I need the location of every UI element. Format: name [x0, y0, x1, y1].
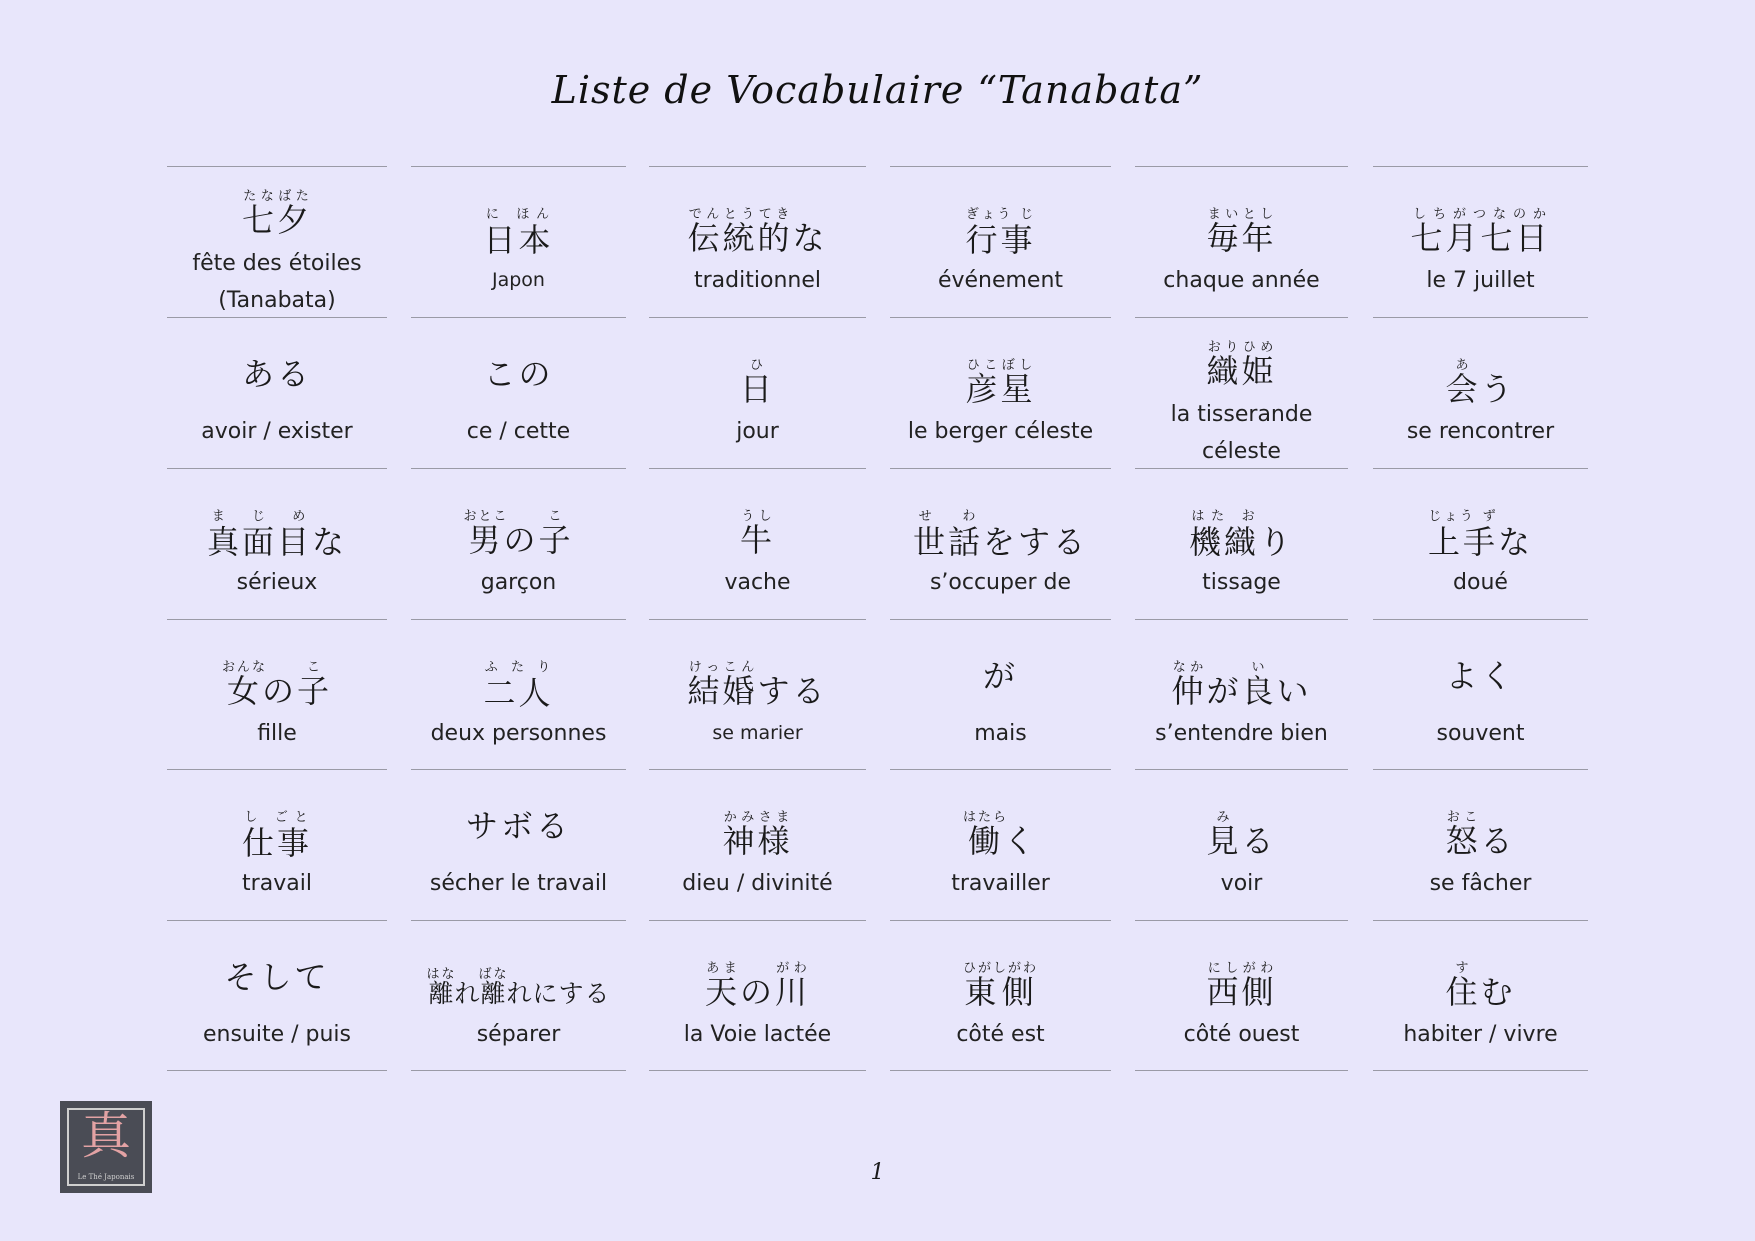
kanji-text: 行事 [965, 221, 1036, 259]
japanese-word [411, 509, 626, 559]
kanji-text: 真面目 [206, 523, 312, 561]
french-translation: la Voie lactée [683, 1022, 832, 1047]
kanji-text: 天 [704, 973, 740, 1011]
furigana-group [1241, 660, 1277, 710]
french-translation: traditionnel [694, 268, 821, 293]
french-translation: garçon [480, 570, 557, 595]
kana-text: が [982, 657, 1018, 695]
furigana-group [687, 660, 758, 710]
vocab-card [167, 619, 387, 770]
vocab-card [649, 468, 866, 619]
vocab-card [890, 619, 1111, 770]
furigana-group [1410, 207, 1551, 257]
kanji-text: 川 [775, 973, 811, 1011]
japanese-word [411, 967, 626, 1006]
furigana-group [965, 207, 1036, 259]
japanese-word [649, 509, 866, 559]
kanji-text: 働 [962, 822, 1008, 860]
furigana-reading: おりひめ [1206, 340, 1277, 355]
french-translation: ensuite / puis [202, 1022, 352, 1047]
furigana-group [1445, 358, 1481, 408]
vocab-card [1135, 769, 1348, 920]
french-translation: fête des étoiles [192, 251, 362, 276]
japanese-word [1373, 657, 1588, 695]
french-translation: côté ouest [1183, 1022, 1300, 1047]
kanji-text: 世話 [912, 523, 983, 561]
kana-text: この [483, 355, 554, 393]
furigana-reading: じょう ず [1427, 509, 1498, 524]
kana-text: な [1498, 523, 1534, 561]
japanese-word [1373, 207, 1588, 257]
french-translation: habiter / vivre [1403, 1022, 1558, 1047]
logo-signature: Le Thé Japonais [77, 1173, 135, 1181]
french-translation: dieu / divinité [682, 871, 833, 896]
vocab-card [1373, 317, 1588, 468]
furigana-reading: み [1206, 810, 1242, 825]
vocab-card [1135, 920, 1348, 1071]
french-translation: séparer [476, 1022, 561, 1047]
furigana-reading: せ わ [912, 509, 983, 524]
vocab-card [411, 468, 626, 619]
kana-text: る [1480, 822, 1516, 860]
japanese-word [890, 509, 1111, 561]
french-translation: tissage [1202, 570, 1281, 595]
furigana-reading: ひがしがわ [962, 961, 1038, 976]
furigana-group [463, 509, 509, 559]
japanese-word [1135, 340, 1348, 390]
french-translation: se marier [712, 722, 803, 744]
furigana-group [739, 509, 775, 559]
japanese-word [1135, 961, 1348, 1011]
kana-text: そして [224, 958, 330, 996]
french-translation: céleste [1202, 439, 1281, 464]
kanji-text: 結婚 [687, 672, 758, 710]
japanese-word [411, 660, 626, 712]
furigana-group [478, 967, 509, 1008]
japanese-word [167, 189, 387, 239]
furigana-group [965, 358, 1036, 408]
furigana-group [1206, 207, 1277, 257]
furigana-reading: かみさま [722, 810, 793, 825]
furigana-reading: にしがわ [1206, 961, 1277, 976]
japanese-word [1135, 810, 1348, 860]
kanji-text: 会 [1445, 370, 1481, 408]
french-translation: se rencontrer [1406, 419, 1555, 444]
french-translation: souvent [1436, 721, 1525, 746]
furigana-group [704, 961, 740, 1011]
page-title: Liste de Vocabulaire “Tanabata” [551, 68, 1204, 112]
french-translation: voir [1220, 871, 1263, 896]
japanese-word [167, 810, 387, 862]
furigana-reading: に ほん [483, 207, 554, 222]
french-translation: (Tanabata) [218, 288, 336, 313]
kana-text: な [312, 523, 348, 561]
furigana-reading: こ [538, 509, 574, 524]
vocab-card [649, 317, 866, 468]
vocab-card [411, 920, 626, 1071]
japanese-word [890, 810, 1111, 860]
furigana-group [962, 961, 1038, 1011]
japanese-word [649, 660, 866, 710]
furigana-reading: はた お [1188, 509, 1259, 524]
french-translation: la tisserande [1170, 402, 1313, 427]
furigana-group [241, 189, 312, 239]
kanji-text: 機織 [1188, 523, 1259, 561]
kana-text: をする [983, 523, 1089, 561]
kana-text: う [1480, 370, 1516, 408]
furigana-reading: す [1445, 961, 1481, 976]
furigana-reading: あま [704, 961, 740, 976]
kanji-text: 仲 [1171, 672, 1207, 710]
french-translation: avoir / exister [201, 419, 353, 444]
furigana-reading: ぎょう じ [965, 207, 1036, 222]
kanji-text: 子 [297, 672, 333, 710]
furigana-group [739, 358, 775, 408]
japanese-word [411, 355, 626, 393]
furigana-group [1206, 810, 1242, 860]
french-translation: s’occuper de [929, 570, 1072, 595]
japanese-word [649, 358, 866, 408]
furigana-reading: ひ [739, 358, 775, 373]
japanese-word [1373, 358, 1588, 408]
french-translation: doué [1453, 570, 1508, 595]
vocab-card [167, 166, 387, 317]
kanji-text: 日本 [483, 221, 554, 259]
vocab-card [167, 920, 387, 1071]
kanji-text: 離 [426, 979, 457, 1008]
vocab-card [649, 769, 866, 920]
kanji-text: 住 [1445, 973, 1481, 1011]
kanji-text: 怒 [1445, 822, 1481, 860]
kana-text: り [1259, 523, 1295, 561]
kana-text: よく [1445, 657, 1516, 695]
furigana-group [297, 660, 333, 710]
kana-text: る [1241, 822, 1277, 860]
kana-text: れにする [506, 979, 611, 1008]
vocab-card [649, 619, 866, 770]
japanese-word [1373, 810, 1588, 860]
kanji-text: 彦星 [965, 370, 1036, 408]
kana-text: ある [241, 355, 312, 393]
furigana-group [1206, 961, 1277, 1011]
furigana-reading: たなばた [241, 189, 312, 204]
vocab-card [1373, 920, 1588, 1071]
kanji-text: 男 [463, 521, 509, 559]
japanese-word [167, 355, 387, 393]
french-translation: travail [242, 871, 312, 896]
vocab-card [411, 166, 626, 317]
japanese-word [1135, 660, 1348, 710]
kanji-text: 仕事 [241, 824, 312, 862]
french-translation: fille [257, 721, 297, 746]
vocab-card [1373, 166, 1588, 317]
furigana-reading: ひこぼし [965, 358, 1036, 373]
vocab-card [1135, 619, 1348, 770]
furigana-group [538, 509, 574, 559]
kanji-text: 女 [221, 672, 267, 710]
vocab-card [890, 166, 1111, 317]
furigana-reading: あ [1445, 358, 1481, 373]
japanese-word [890, 961, 1111, 1011]
kanji-text: 良 [1241, 672, 1277, 710]
french-translation: événement [937, 268, 1064, 293]
kanji-text: 毎年 [1206, 219, 1277, 257]
furigana-reading: し ごと [241, 810, 312, 825]
furigana-group [221, 660, 267, 710]
vocab-card [167, 468, 387, 619]
japanese-word [167, 509, 387, 561]
furigana-reading: でんとうてき [687, 207, 793, 222]
french-translation: s’entendre bien [1155, 721, 1328, 746]
japanese-word [1373, 509, 1588, 561]
french-translation: le 7 juillet [1426, 268, 1535, 293]
french-translation: deux personnes [430, 721, 607, 746]
french-translation: ce / cette [466, 419, 571, 444]
furigana-group [722, 810, 793, 860]
french-translation: vache [724, 570, 791, 595]
kanji-text: 七月七日 [1410, 219, 1551, 257]
french-translation: côté est [956, 1022, 1045, 1047]
vocab-card [167, 317, 387, 468]
japanese-word [649, 207, 866, 257]
furigana-group [426, 967, 457, 1008]
furigana-group [483, 660, 554, 712]
furigana-reading: なか [1171, 660, 1207, 675]
furigana-reading: おんな [221, 660, 267, 675]
vocab-card [411, 769, 626, 920]
vocab-card [167, 769, 387, 920]
kanji-text: 西側 [1206, 973, 1277, 1011]
furigana-reading: がわ [775, 961, 811, 976]
vocab-card [649, 920, 866, 1071]
japanese-word [411, 207, 626, 259]
furigana-reading: ま じ め [206, 509, 312, 524]
french-translation: se fâcher [1429, 871, 1532, 896]
page-number: 1 [870, 1160, 885, 1185]
vocab-card [1135, 317, 1348, 468]
furigana-reading: しちがつなのか [1410, 207, 1551, 222]
kanji-text: 牛 [739, 521, 775, 559]
furigana-group [1445, 810, 1481, 860]
french-translation: travailler [951, 871, 1050, 896]
vocab-card [1373, 619, 1588, 770]
furigana-group [206, 509, 312, 561]
furigana-reading: うし [739, 509, 775, 524]
furigana-group [775, 961, 811, 1011]
japanese-word [890, 207, 1111, 259]
japanese-word [1135, 509, 1348, 561]
kana-text: れ [454, 979, 481, 1008]
japanese-word [1373, 961, 1588, 1011]
japanese-word [1135, 207, 1348, 257]
vocab-card [890, 317, 1111, 468]
kanji-text: 神様 [722, 822, 793, 860]
japanese-word [649, 810, 866, 860]
kanji-text: 伝統的 [687, 219, 793, 257]
furigana-group [1427, 509, 1498, 561]
french-translation: Japon [492, 269, 545, 291]
vocab-card [649, 166, 866, 317]
kana-text: サボる [465, 807, 571, 845]
furigana-group [483, 207, 554, 259]
vocab-card [1135, 166, 1348, 317]
kanji-text: 日 [739, 370, 775, 408]
vocab-card [890, 920, 1111, 1071]
furigana-group [962, 810, 1008, 860]
furigana-group [1445, 961, 1481, 1011]
furigana-reading: おこ [1445, 810, 1481, 825]
furigana-group [1188, 509, 1259, 561]
furigana-reading: まいとし [1206, 207, 1277, 222]
furigana-reading: おとこ [463, 509, 509, 524]
kanji-text: 東側 [962, 973, 1038, 1011]
french-translation: mais [974, 721, 1027, 746]
kanji-text: 二人 [483, 674, 554, 712]
kana-text: が [1206, 672, 1242, 710]
furigana-reading: ばな [478, 967, 509, 982]
kanji-text: 七夕 [241, 201, 312, 239]
furigana-group [912, 509, 983, 561]
french-translation: sérieux [236, 570, 318, 595]
vocab-card [890, 468, 1111, 619]
kanji-text: 離 [478, 979, 509, 1008]
kanji-text: 見 [1206, 822, 1242, 860]
kana-text: の [261, 672, 297, 710]
kanji-text: 織姫 [1206, 352, 1277, 390]
vocab-card [1135, 468, 1348, 619]
vocab-card [411, 317, 626, 468]
kana-text: する [757, 672, 828, 710]
furigana-reading: ふ た り [483, 660, 554, 675]
kanji-text: 子 [538, 521, 574, 559]
kana-text: い [1276, 672, 1312, 710]
furigana-reading: はな [426, 967, 457, 982]
french-translation: sécher le travail [429, 871, 608, 896]
furigana-group [241, 810, 312, 862]
kana-text: く [1003, 822, 1039, 860]
french-translation: jour [736, 419, 779, 444]
japanese-word [649, 961, 866, 1011]
furigana-group [1171, 660, 1207, 710]
japanese-word [167, 660, 387, 710]
vocab-card [890, 769, 1111, 920]
furigana-reading: はたら [962, 810, 1008, 825]
furigana-reading: い [1241, 660, 1277, 675]
french-translation: le berger céleste [907, 419, 1094, 444]
furigana-group [1206, 340, 1277, 390]
japanese-word [890, 358, 1111, 408]
vocab-card [1373, 468, 1588, 619]
japanese-word [411, 807, 626, 845]
furigana-reading: こ [297, 660, 333, 675]
japanese-word [890, 657, 1111, 695]
seal-logo-icon: 真 [81, 1107, 131, 1165]
vocab-card [1373, 769, 1588, 920]
japanese-word [167, 958, 387, 996]
furigana-group [687, 207, 793, 257]
kana-text: の [503, 521, 539, 559]
kana-text: の [739, 973, 775, 1011]
kanji-text: 上手 [1427, 523, 1498, 561]
kana-text: な [792, 219, 828, 257]
furigana-reading: けっこん [687, 660, 758, 675]
vocab-card [411, 619, 626, 770]
french-translation: chaque année [1163, 268, 1320, 293]
kana-text: む [1480, 973, 1516, 1011]
